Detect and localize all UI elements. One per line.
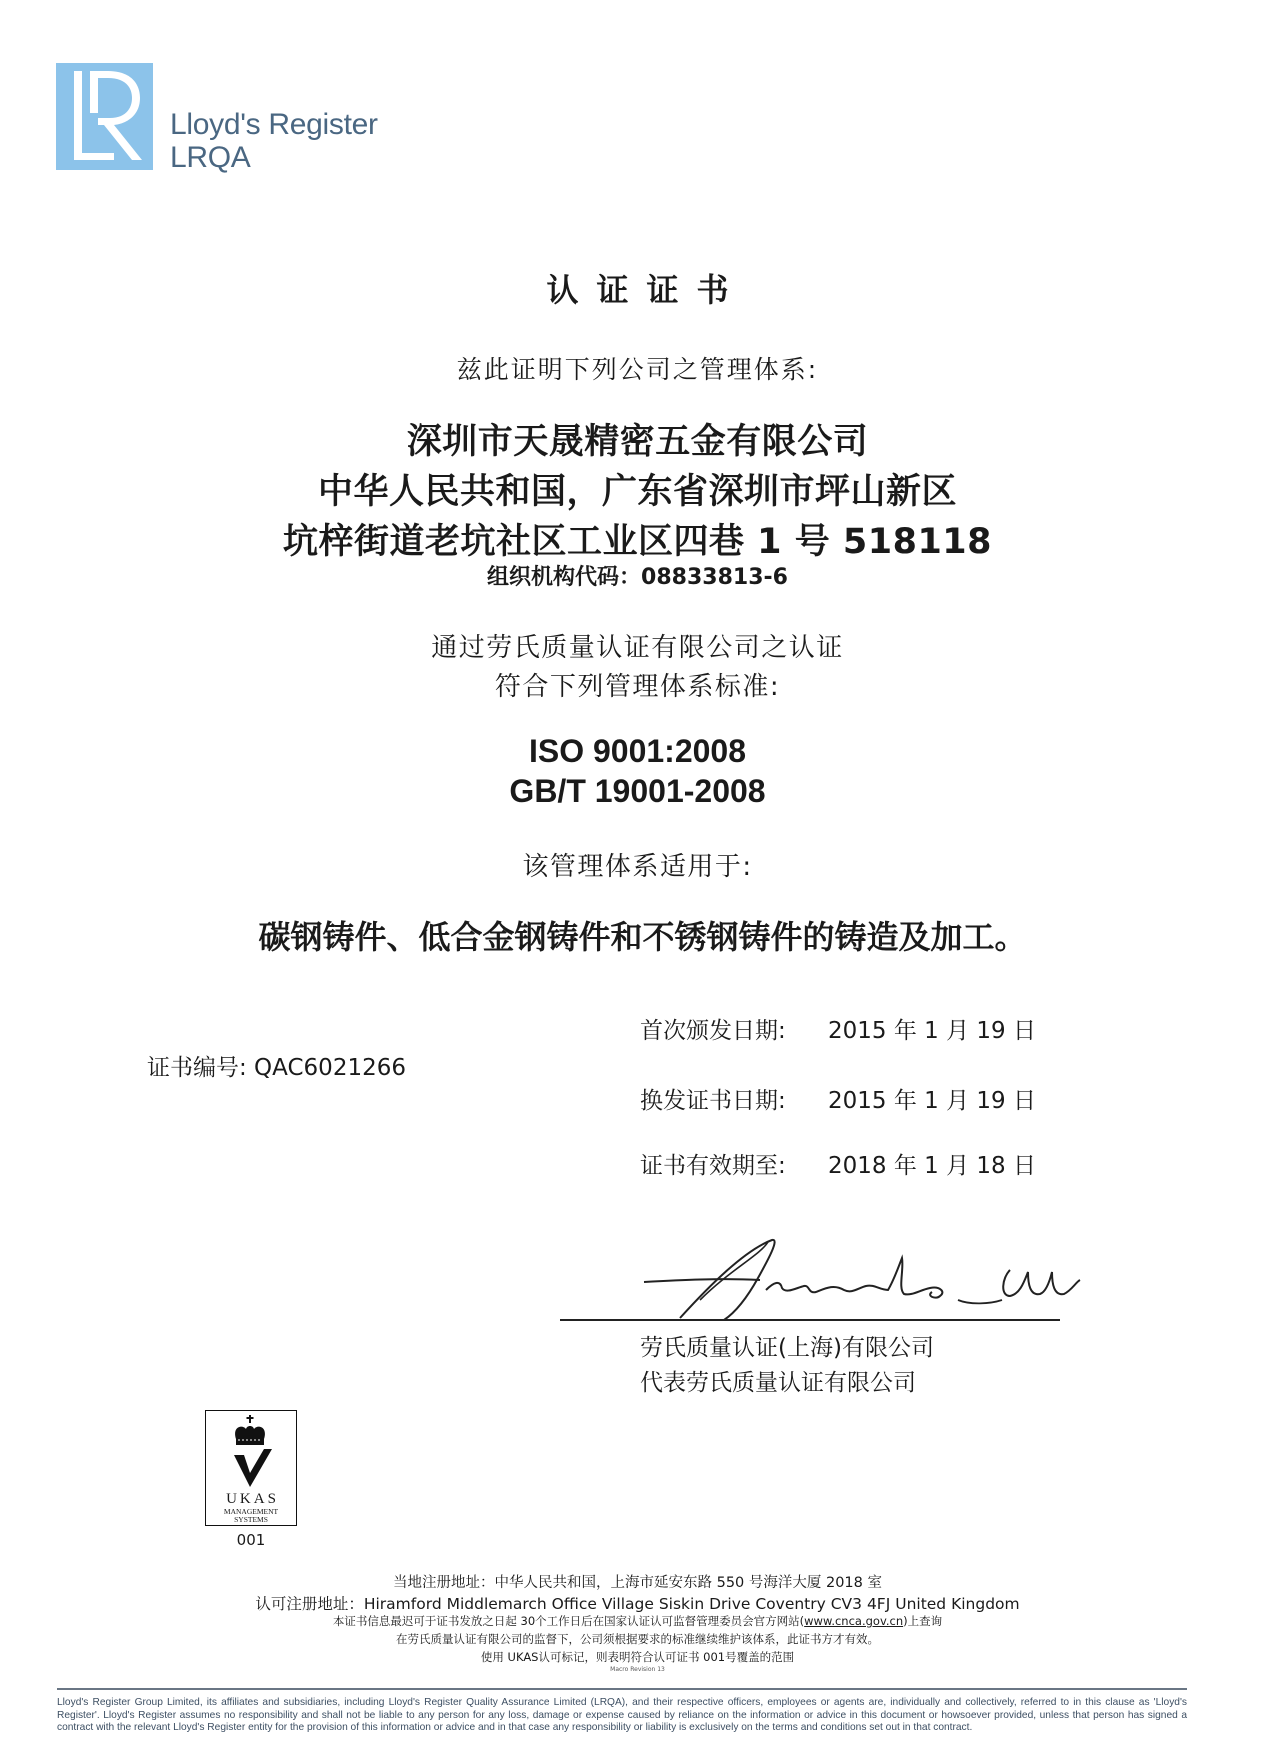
ukas-subtitle-line2: SYSTEMS (234, 1515, 268, 1524)
date-value: 2015 年 1 月 19 日 (828, 1018, 1036, 1044)
date-value: 2015 年 1 月 19 日 (828, 1088, 1036, 1114)
ukas-subtitle (206, 1508, 296, 1524)
signature-line (560, 1319, 1060, 1321)
standard-gbt: GB/T 19001-2008 (509, 773, 766, 809)
approved-by-line: 通过劳氏质量认证有限公司之认证 (431, 633, 844, 663)
certificate-expiry-date (640, 1147, 1036, 1180)
approved-registered-address: 认可注册地址：Hiramford Middlemarch Office Village Siskin Drive Coventry CV3 4FJ United Kingdom (255, 1595, 1020, 1613)
verification-notice (0, 1613, 1275, 1629)
issuer-on-behalf: 代表劳氏质量认证有限公司 (640, 1370, 916, 1396)
lr-logo-mark (56, 63, 153, 170)
brand-line-lloyds: Lloyd's Register (170, 108, 378, 141)
conforms-to-line: 符合下列管理体系标准: (494, 672, 781, 702)
company-address-line1: 中华人民共和国，广东省深圳市坪山新区 (317, 472, 957, 512)
company-name: 深圳市天晟精密五金有限公司 (406, 422, 869, 462)
lr-monogram-icon (56, 63, 153, 170)
current-certificate-date (640, 1082, 1036, 1115)
revision-label: Macro Revision 13 (610, 1666, 665, 1673)
cnca-website-link[interactable]: www.cnca.gov.cn (804, 1614, 904, 1628)
certificate-number: 证书编号: QAC6021266 (147, 1055, 406, 1081)
date-label: 证书有效期至: (640, 1153, 786, 1179)
original-approval-date (640, 1012, 1036, 1045)
validity-notice: 在劳氏质量认证有限公司的监督下，公司须根据要求的标准继续维护该体系，此证书方才有效。 (396, 1632, 879, 1646)
local-registered-address: 当地注册地址：中华人民共和国，上海市延安东路 550 号海洋大厦 2018 室 (392, 1575, 882, 1591)
organization-code: 组织机构代码：08833813-6 (487, 565, 788, 590)
certification-scope: 碳钢铸件、低合金钢铸件和不锈钢铸件的铸造及加工。 (258, 918, 1027, 956)
disclaimer-divider (57, 1688, 1187, 1690)
date-label: 换发证书日期: (640, 1088, 786, 1114)
certify-intro: 兹此证明下列公司之管理体系: (456, 355, 819, 384)
handwritten-signature (640, 1230, 1120, 1340)
date-value: 2018 年 1 月 18 日 (828, 1153, 1036, 1179)
notice-text: 本证书信息最迟可于证书发放之日起 30个工作日后在国家认证认可监督管理委员会官方网站( (332, 1614, 805, 1628)
ukas-accreditation-mark (205, 1410, 297, 1526)
date-label: 首次颁发日期: (640, 1018, 786, 1044)
brand-name (170, 108, 378, 174)
applies-to-label: 该管理体系适用于: (522, 852, 753, 882)
legal-disclaimer: Lloyd's Register Group Limited, its affiliates and subsidiaries, including Lloyd's Register Quality Assurance Limited (LRQA), and their respective officers, employees or agents are, individually and collectively, referred to in this clause as 'Lloyd's Register'. Lloyd's Register assumes no responsibility and shall not be liable to any person for any loss, damage or expense caused by reliance on the information or advice in this document or howsoever provided, unless that person has signed a contract with the relevant Lloyd's Register entity for the provision of this information or advice and in that case any responsibility or liability is exclusively on the terms and conditions set out in that contract. (57, 1697, 1187, 1733)
notice-text: )上查询 (903, 1614, 943, 1628)
certificate-title: 认证证书 (546, 271, 747, 309)
company-address-line2: 坑梓街道老坑社区工业区四巷 1 号 518118 (282, 522, 993, 562)
brand-line-lrqa: LRQA (170, 141, 251, 174)
ukas-notice: 使用 UKAS认可标记，则表明符合认可证书 001号覆盖的范围 (480, 1650, 795, 1664)
standard-iso: ISO 9001:2008 (528, 733, 747, 769)
crown-tick-icon (206, 1411, 295, 1491)
ukas-title: UKAS (226, 1491, 279, 1507)
issuer-company: 劳氏质量认证(上海)有限公司 (640, 1335, 934, 1361)
ukas-subtitle-line1: MANAGEMENT (223, 1507, 279, 1516)
ukas-accreditation-number: 001 (236, 1531, 266, 1549)
